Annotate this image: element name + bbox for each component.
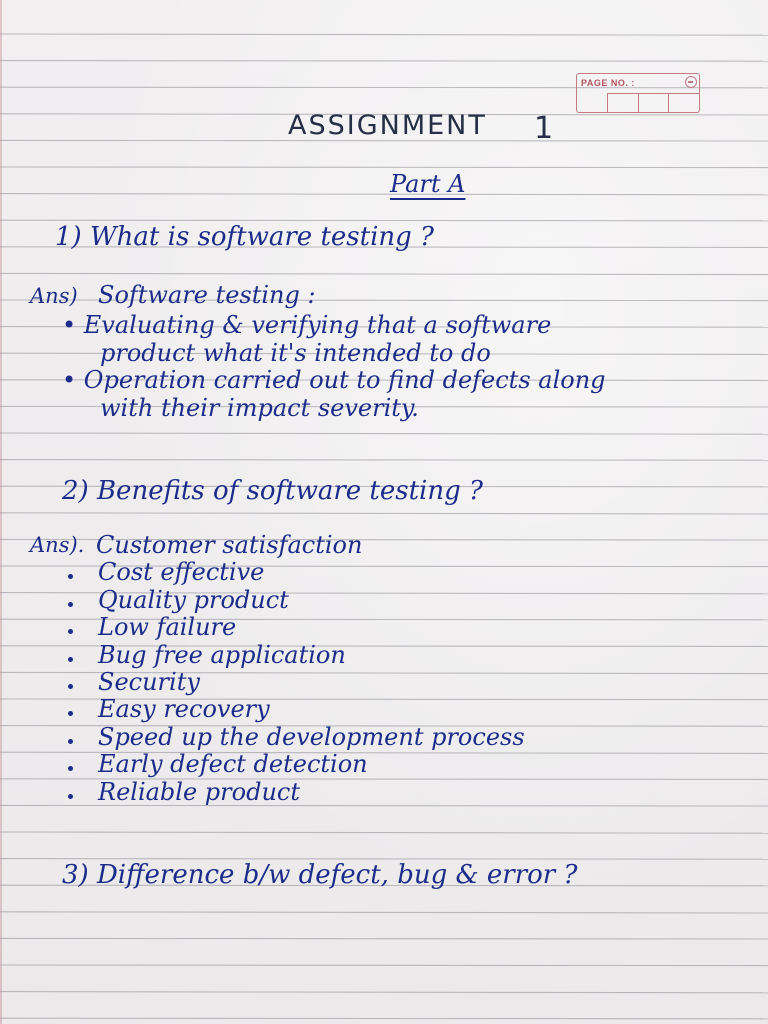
ruled-line [0,34,768,35]
notebook-logo-icon [685,76,697,88]
ruled-line [0,167,768,168]
ruled-line [0,992,768,993]
ruled-line [0,433,768,434]
benefit-item: Bug free application [98,640,346,669]
ruled-line [0,938,768,939]
question-3: 3) Difference b/w defect, bug & error ? [62,860,578,890]
benefit-item: Easy recovery [98,695,270,724]
ruled-line [0,1018,768,1019]
assignment-title: ASSIGNMENT [288,110,487,141]
page-number-cells [607,93,699,112]
benefit-item: Speed up the development process [98,722,525,751]
ruled-line [0,273,768,274]
ruled-line [0,513,768,514]
answer-1-line: with their impact severity. [100,394,419,422]
question-1: 1) What is software testing ? [55,222,434,252]
answer-1-label: Ans) [30,284,78,308]
benefit-item: Quality product [98,585,289,614]
answer-1-line: • Operation carried out to find defects along [62,366,606,394]
page-number-label: PAGE NO. : [581,78,635,88]
page-margin [0,0,2,1024]
benefit-item: Security [98,668,200,696]
bullet-point [68,657,73,662]
benefit-item: Reliable product [98,777,300,806]
benefit-item: Early defect detection [98,750,368,779]
ruled-line [0,220,768,221]
ruled-line [0,965,768,966]
ruled-line [0,194,768,195]
bullet-point [68,684,73,689]
benefit-item: Customer satisfaction [96,531,363,559]
bullet-point [68,739,73,744]
answer-1-heading: Software testing : [98,281,316,309]
answer-1-line: • Evaluating & verifying that a software [62,311,552,339]
ruled-line [0,460,768,461]
page-number-box [576,73,700,113]
assignment-number: 1 [534,111,554,146]
answer-1-line: product what it's intended to do [100,339,491,367]
question-2: 2) Benefits of software testing ? [62,476,483,506]
ruled-line [0,61,768,62]
bullet-point [68,794,73,799]
ruled-line [0,912,768,913]
ruled-line [0,832,768,833]
benefit-item: Low failure [98,613,237,642]
bullet-point [68,602,73,607]
answer-2-label: Ans). [30,533,85,557]
part-heading: Part A [390,170,466,198]
benefit-item: Cost effective [98,558,265,587]
